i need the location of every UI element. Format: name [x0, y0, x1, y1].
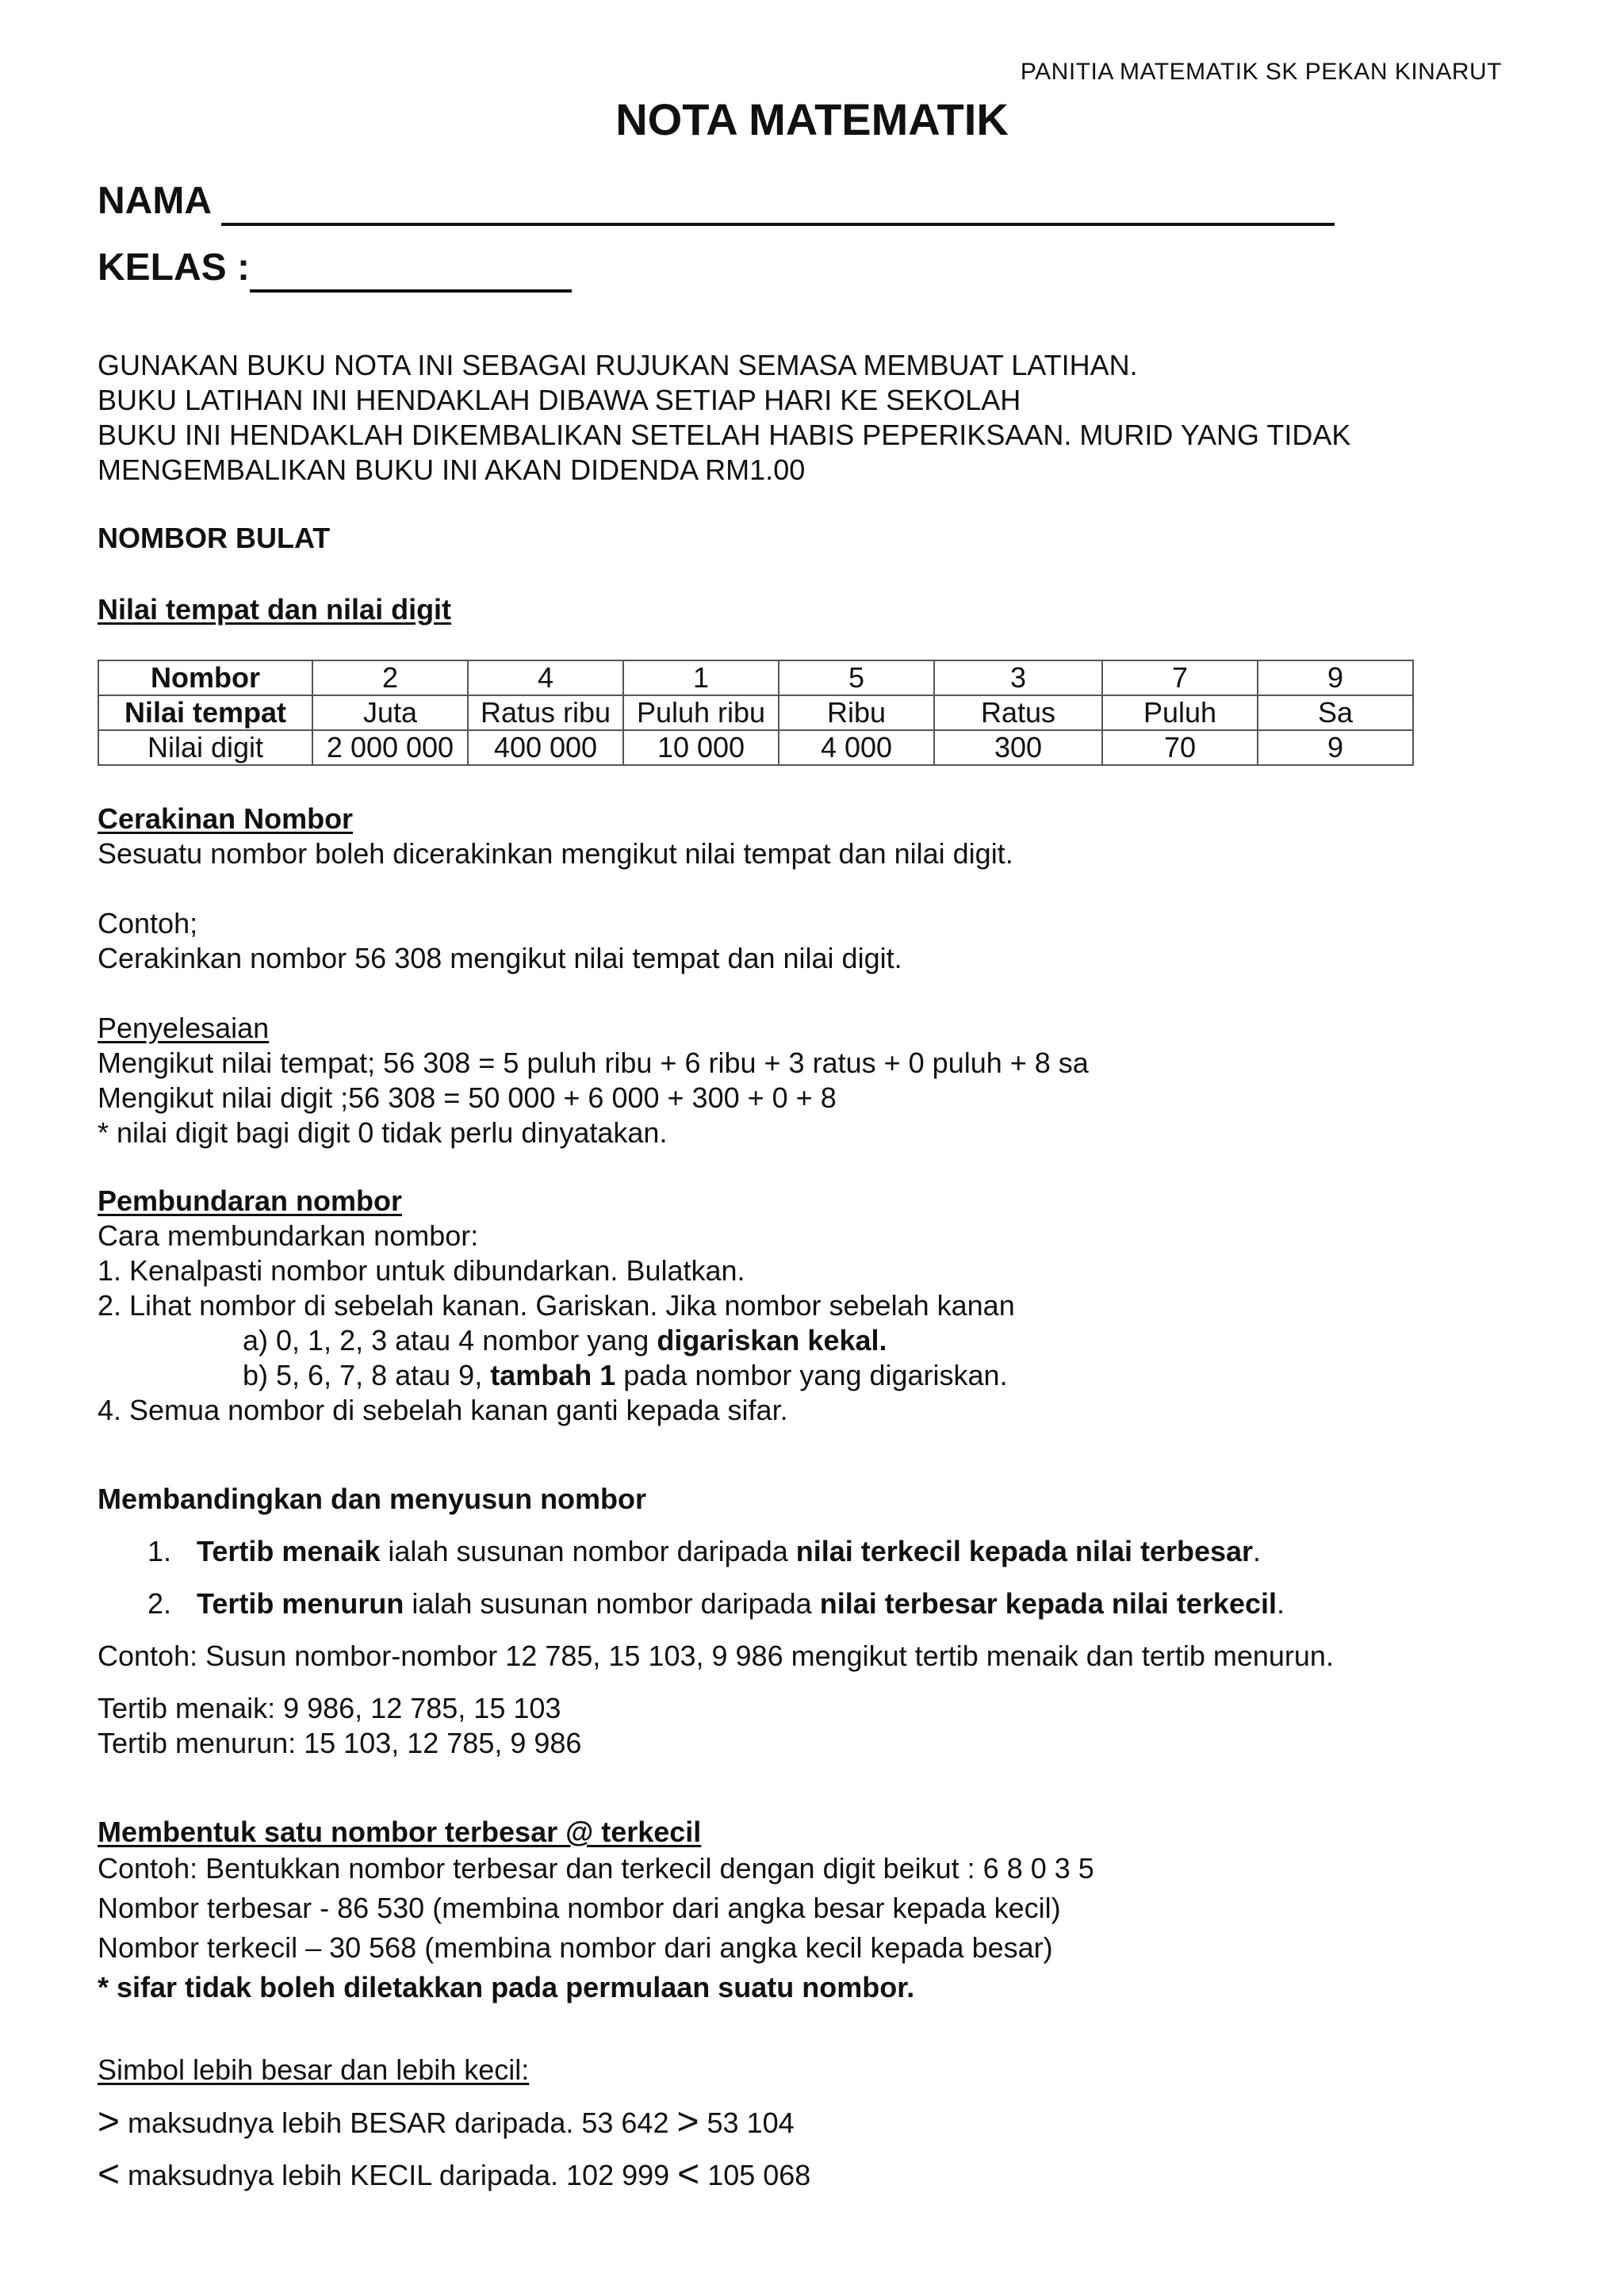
table-cell: 4 — [468, 660, 623, 695]
greater-than-symbol: > — [676, 2101, 699, 2143]
ordering-term: nilai terbesar kepada nilai terkecil — [819, 1587, 1277, 1620]
ordering-item-2 — [147, 1587, 1285, 1621]
table-cell: 70 — [1102, 730, 1258, 765]
example-text: Cerakinkan nombor 56 308 mengikut nilai tempat dan nilai digit. — [98, 942, 902, 974]
table-cell: Puluh ribu — [623, 695, 779, 730]
rounding-sub-b-text: b) 5, 6, 7, 8 atau 9, — [243, 1359, 491, 1391]
solution-line: Mengikut nilai digit ;56 308 = 50 000 + 6 000 + 300 + 0 + 8 — [98, 1081, 837, 1114]
table-cell: 4 000 — [779, 730, 934, 765]
greater-than-text: maksudnya lebih BESAR daripada. 53 642 — [120, 2107, 677, 2139]
page-title: NOTA MATEMATIK — [615, 94, 1009, 144]
rounding-sub-b-bold: tambah 1 — [490, 1359, 616, 1391]
solution-line: Mengikut nilai tempat; 56 308 = 5 puluh ribu + 6 ribu + 3 ratus + 0 puluh + 8 sa — [98, 1047, 1089, 1079]
class-label: KELAS : — [98, 247, 250, 289]
name-field — [98, 179, 1335, 226]
expansion-desc: Sesuatu nombor boleh dicerakinkan mengikut nilai tempat dan nilai digit. — [98, 837, 1013, 870]
table-cell: 2 — [312, 660, 468, 695]
place-value-table — [98, 660, 1414, 766]
ordering-item-1 — [147, 1535, 1261, 1568]
table-cell: 9 — [1258, 660, 1413, 695]
ordering-text: ialah susunan nombor daripada — [404, 1587, 820, 1620]
table-cell: 3 — [934, 660, 1102, 695]
instruction-line: GUNAKAN BUKU NOTA INI SEBAGAI RUJUKAN SEMASA MEMBUAT LATIHAN. — [98, 349, 1138, 381]
ordering-term: Tertib menaik — [197, 1535, 381, 1567]
table-cell: 2 000 000 — [312, 730, 468, 765]
table-cell: 5 — [779, 660, 934, 695]
table-cell: Nilai tempat — [98, 695, 312, 730]
name-blank-line — [221, 179, 1335, 226]
greater-than-value: 53 104 — [699, 2107, 795, 2139]
section-title: NOMBOR BULAT — [98, 522, 331, 554]
greater-than-line — [98, 2101, 795, 2143]
greater-than-symbol: > — [98, 2101, 121, 2143]
table-cell: 1 — [623, 660, 779, 695]
table-cell: Ribu — [779, 695, 934, 730]
rounding-step: 4. Semua nombor di sebelah kanan ganti kepada sifar. — [98, 1394, 788, 1426]
rounding-heading: Pembundaran nombor — [98, 1184, 403, 1217]
expansion-heading: Cerakinan Nombor — [98, 802, 354, 835]
forming-note: * sifar tidak boleh diletakkan pada permulaan suatu nombor. — [98, 1971, 915, 2003]
table-cell: Nilai digit — [98, 730, 312, 765]
less-than-symbol: < — [677, 2153, 700, 2195]
less-than-symbol: < — [98, 2153, 121, 2195]
ordering-heading: Membandingkan dan menyusun nombor — [98, 1483, 647, 1515]
ordering-ascending: Tertib menaik: 9 986, 12 785, 15 103 — [98, 1692, 561, 1724]
name-label: NAMA — [98, 180, 211, 222]
school-header: PANITIA MATEMATIK SK PEKAN KINARUT — [1020, 59, 1502, 85]
solution-note: * nilai digit bagi digit 0 tidak perlu dinyatakan. — [98, 1116, 668, 1149]
rounding-sub-b — [243, 1359, 1008, 1392]
table-cell: Ratus ribu — [468, 695, 623, 730]
table-row — [98, 695, 1413, 730]
table-cell: 10 000 — [623, 730, 779, 765]
place-value-heading: Nilai tempat dan nilai digit — [98, 593, 452, 626]
rounding-sub-a — [243, 1324, 887, 1357]
less-than-value: 105 068 — [699, 2159, 811, 2191]
ordering-text: . — [1253, 1535, 1262, 1567]
forming-smallest: Nombor terkecil – 30 568 (membina nombor dari angka kecil kepada besar) — [98, 1931, 1053, 1964]
rounding-step: 2. Lihat nombor di sebelah kanan. Gariskan. Jika nombor sebelah kanan — [98, 1289, 1015, 1322]
table-cell: 400 000 — [468, 730, 623, 765]
table-cell: Nombor — [98, 660, 312, 695]
rounding-sub-a-text: a) 0, 1, 2, 3 atau 4 nombor yang — [243, 1324, 657, 1357]
ordering-text: ialah susunan nombor daripada — [380, 1535, 796, 1567]
table-cell: Ratus — [934, 695, 1102, 730]
rounding-intro: Cara membundarkan nombor: — [98, 1219, 479, 1252]
table-row — [98, 730, 1413, 765]
table-cell: 300 — [934, 730, 1102, 765]
ordering-text: . — [1276, 1587, 1285, 1620]
ordering-descending: Tertib menurun: 15 103, 12 785, 9 986 — [98, 1727, 582, 1759]
rounding-step: 1. Kenalpasti nombor untuk dibundarkan. Bulatkan. — [98, 1254, 745, 1287]
rounding-sub-b-rest: pada nombor yang digariskan. — [615, 1359, 1008, 1391]
example-label: Contoh; — [98, 907, 198, 939]
list-number: 1. — [147, 1535, 172, 1567]
instruction-line: BUKU LATIHAN INI HENDAKLAH DIBAWA SETIAP HARI KE SEKOLAH — [98, 384, 1021, 416]
table-cell: Sa — [1258, 695, 1413, 730]
table-cell: Puluh — [1102, 695, 1258, 730]
forming-example: Contoh: Bentukkan nombor terbesar dan terkecil dengan digit beikut : 6 8 0 3 5 — [98, 1852, 1094, 1885]
forming-largest: Nombor terbesar - 86 530 (membina nombor dari angka besar kepada kecil) — [98, 1892, 1061, 1924]
ordering-example: Contoh: Susun nombor-nombor 12 785, 15 103, 9 986 mengikut tertib menaik dan tertib menurun. — [98, 1640, 1334, 1672]
list-number: 2. — [147, 1587, 172, 1620]
ordering-term: Tertib menurun — [197, 1587, 404, 1620]
rounding-sub-a-bold: digariskan kekal. — [657, 1324, 887, 1357]
table-cell: 9 — [1258, 730, 1413, 765]
symbols-heading: Simbol lebih besar dan lebih kecil: — [98, 2053, 530, 2086]
ordering-term: nilai terkecil kepada nilai terbesar — [795, 1535, 1254, 1567]
instruction-line: BUKU INI HENDAKLAH DIKEMBALIKAN SETELAH HABIS PEPERIKSAAN. MURID YANG TIDAK — [98, 419, 1351, 451]
less-than-line — [98, 2153, 811, 2195]
class-blank-line — [250, 246, 572, 293]
instruction-line: MENGEMBALIKAN BUKU INI AKAN DIDENDA RM1.00 — [98, 453, 806, 486]
table-cell: 7 — [1102, 660, 1258, 695]
solution-label: Penyelesaian — [98, 1012, 270, 1044]
forming-heading: Membentuk satu nombor terbesar @ terkecil — [98, 1816, 702, 1848]
less-than-text: maksudnya lebih KECIL daripada. 102 999 — [120, 2159, 678, 2191]
table-cell: Juta — [312, 695, 468, 730]
class-field — [98, 246, 572, 293]
table-row — [98, 660, 1413, 695]
